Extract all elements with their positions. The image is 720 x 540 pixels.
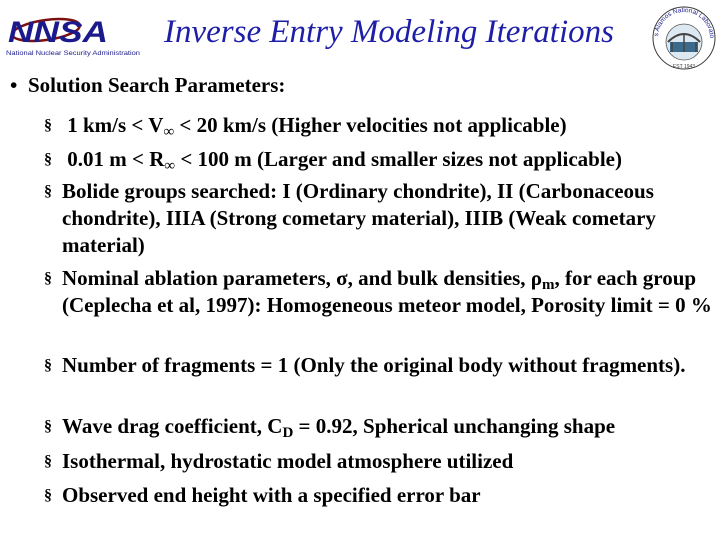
bullet-text: Isothermal, hydrostatic model atmosphere utilized [62, 449, 514, 473]
bullet-text: 0.01 $m < R_\infty < 100$ m (Larger and smaller sizes not applicable) [67, 147, 622, 174]
list-item [44, 352, 714, 379]
bullet-text: 1 $km/s < V_\infty < 20$ km/s (Higher velocities not applicable) [67, 113, 567, 140]
lanl-seal-arc-text: s Alamos National Laborato [653, 6, 716, 39]
list-item [44, 146, 714, 173]
bullet-text: Number of fragments = 1 (Only the original body without fragments). [62, 353, 686, 377]
square-bullet-icon: § [44, 418, 52, 435]
bullet-text: Observed end height with a specified error bar [62, 483, 481, 507]
square-bullet-icon: § [44, 151, 52, 168]
list-item [44, 178, 714, 259]
list-item [44, 448, 714, 475]
square-bullet-icon: § [44, 183, 52, 200]
square-bullet-icon: § [44, 270, 52, 287]
section-heading [10, 72, 285, 98]
lanl-seal [650, 4, 718, 72]
bullet-dot: • [10, 73, 18, 97]
list-item [44, 482, 714, 509]
list-item [44, 112, 714, 139]
square-bullet-icon: § [44, 117, 52, 134]
bullet-text: Wave drag coefficient, $C_D = 0.92$, Spherical unchanging shape [62, 414, 616, 441]
section-heading-text: Solution Search Parameters: [28, 73, 286, 97]
lanl-seal-est: EST 1943 [672, 64, 696, 70]
nnsa-logo-caption: National Nuclear Security Administration [6, 51, 140, 57]
list-item [44, 413, 714, 440]
page-title: Inverse Entry Modeling Iterations [164, 14, 614, 50]
list-item [44, 265, 714, 319]
square-bullet-icon: § [44, 453, 52, 470]
bullet-text: Bolide groups searched: I (Ordinary chondrite), II (Carbonaceous chondrite), IIIA (Strong cometary material), IIIB (Weak cometary material) [62, 179, 656, 257]
square-bullet-icon: § [44, 487, 52, 504]
bullet-text: Nominal ablation parameters, σ, and bulk densities, $\rho_m$, for each group (Ceplecha et al, 1997): Homogeneous meteor model, Porosity limit = 0 % [62, 266, 712, 317]
nnsa-logo-letters: NNSA [8, 16, 108, 49]
lanl-seal-graphic [650, 4, 718, 72]
square-bullet-icon: § [44, 357, 52, 374]
